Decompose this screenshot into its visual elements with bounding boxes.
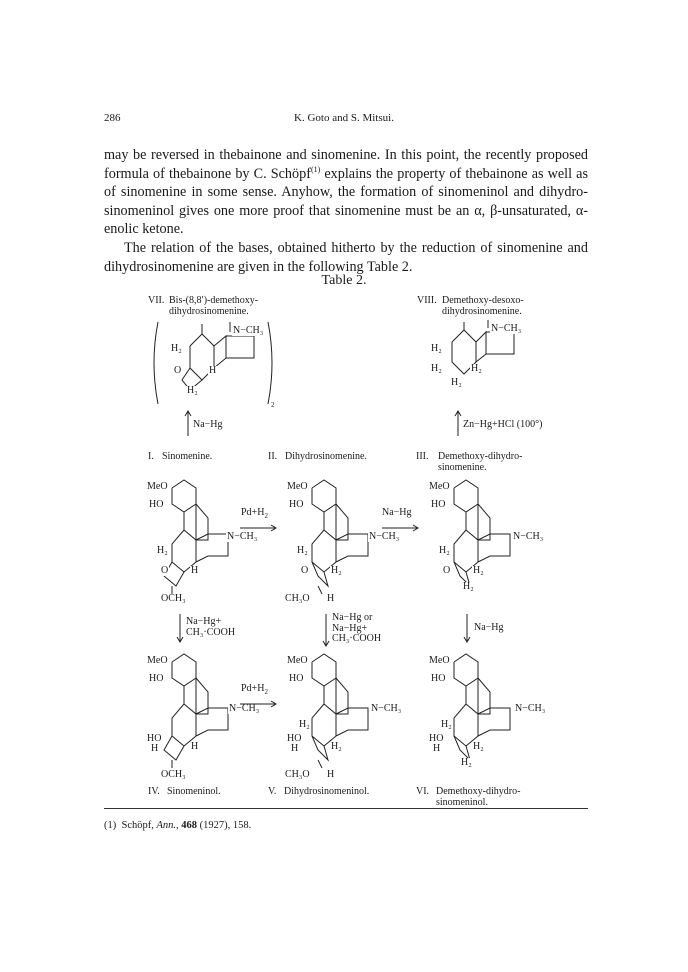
paragraph-1 xyxy=(104,146,588,239)
h2-label: H₂ xyxy=(463,581,474,592)
footnote xyxy=(104,820,251,831)
running-title: K. Goto and S. Mitsui. xyxy=(294,112,394,124)
hydrogen-label: H xyxy=(191,565,199,576)
methoxy-label: MeO xyxy=(287,655,308,666)
compound-label-vi xyxy=(416,786,520,808)
h2-label: H₂ xyxy=(297,545,308,556)
compound-name-cont: dihydrosinomenine. xyxy=(169,306,249,317)
n-ch3-label: N−CH₃ xyxy=(233,325,264,336)
footnote-author: Schöpf, xyxy=(121,820,157,831)
compound-name: Demethoxy-desoxo- xyxy=(442,295,524,306)
compound-name: Sinomeninol. xyxy=(167,786,221,797)
n-ch3-label: N−CH₃ xyxy=(369,531,400,542)
methoxy-label: MeO xyxy=(429,655,450,666)
compound-label-i xyxy=(148,451,212,462)
oxygen-label: O xyxy=(174,365,182,376)
compound-label-v xyxy=(268,786,369,797)
reagent-na-hg-or xyxy=(332,613,381,645)
compound-number: V. xyxy=(268,786,277,797)
och3-label: OCH₃ xyxy=(161,769,186,780)
paragraph-1-part-b: explains the property of thebainone as well as of sinomenine in some sense. Anyhow, the formation of sinomeninol and dihydro-sinomeninol gives one more proof that sinomenine must be an α, β-unsaturated, α-enolic ketone. xyxy=(104,165,588,238)
compound-number: II. xyxy=(268,451,278,462)
hydrogen-label: H xyxy=(327,593,335,604)
hydrogen-label: H xyxy=(191,741,199,752)
oxygen-label: O xyxy=(301,565,309,576)
h2-label: H₂ xyxy=(471,363,482,374)
hydroxyl-label: HO xyxy=(149,673,164,684)
page-number: 286 xyxy=(104,112,121,124)
h2-label: H₂ xyxy=(439,545,450,556)
table-caption: Table 2. xyxy=(321,273,367,288)
footnote-volume: 468 xyxy=(181,820,198,831)
h2-label: H₂ xyxy=(299,719,310,730)
methoxy-label: MeO xyxy=(147,655,168,666)
compound-number: VIII. xyxy=(417,295,437,306)
compound-name: Sinomenine. xyxy=(162,451,213,462)
hydroxyl-label: HO xyxy=(289,673,304,684)
compound-name: Demethoxy-dihydro- xyxy=(438,451,523,462)
compound-number: IV. xyxy=(148,786,160,797)
reagent-subscript: 2 xyxy=(264,688,268,696)
compound-name-cont: dihydrosinomenine. xyxy=(442,306,522,317)
h2-label: H₂ xyxy=(451,377,462,388)
paragraph-2: The relation of the bases, obtained hitherto by the reduction of sinomenine and dihydrosinomenine are given in the following Table 2. xyxy=(104,239,588,275)
compound-number: VII. xyxy=(148,295,165,306)
hydrogen-label: H xyxy=(151,743,159,754)
compound-name: Bis-(8,8′)-demethoxy- xyxy=(169,295,259,306)
h2-label: H₂ xyxy=(331,741,342,752)
reagent-line-2: Na−Hg+ xyxy=(332,622,368,634)
hydroxyl-label: HO xyxy=(429,733,444,744)
methoxy-label: MeO xyxy=(429,481,450,492)
compound-name-cont: sinomenine. xyxy=(438,462,487,473)
footnote-rest: (1927), 158. xyxy=(199,820,252,831)
hydroxyl-label: HO xyxy=(431,499,446,510)
n-ch3-label: N−CH₃ xyxy=(229,703,260,714)
h2-label: H₂ xyxy=(461,757,472,768)
och3-label: OCH₃ xyxy=(161,593,186,604)
compound-label-vii xyxy=(148,295,258,317)
hydroxyl-label: HO xyxy=(147,733,162,744)
reagent-text: Pd+H xyxy=(241,683,265,694)
compound-name-cont: sinomeninol. xyxy=(436,797,488,808)
n-ch3-label: N−CH₃ xyxy=(513,531,544,542)
compound-number: III. xyxy=(416,451,429,462)
h2-label: H₂ xyxy=(473,565,484,576)
compound-number: I. xyxy=(148,451,154,462)
reagent-na-hg: Na−Hg xyxy=(193,419,223,430)
structure-iii xyxy=(424,478,564,608)
paragraph-1-part-a: may be reversed in thebainone and sinomenine. In this point, the recently proposed formula of thebainone by C. Schöpf xyxy=(104,147,588,182)
oxygen-label: O xyxy=(161,565,169,576)
methoxy-label: MeO xyxy=(287,481,308,492)
reagent-text: Pd+H xyxy=(241,507,265,518)
reagent-subscript: 2 xyxy=(264,512,268,520)
hydrogen-label: H xyxy=(209,365,217,376)
hydroxyl-label: HO xyxy=(287,733,302,744)
reagent-zn-hg-hcl: Zn−Hg+HCl (100°) xyxy=(463,419,543,430)
hydroxyl-label: HO xyxy=(289,499,304,510)
reagent-na-hg-top: Na−Hg xyxy=(382,507,412,518)
hydroxyl-label: HO xyxy=(431,673,446,684)
h2-label: H₂ xyxy=(431,343,442,354)
compound-label-iii xyxy=(416,451,522,473)
ch3o-label: CH₃O xyxy=(285,769,310,780)
reagent-line-3: CH₃·COOH xyxy=(332,633,382,644)
h2-label: H₂ xyxy=(171,343,182,354)
compound-number: VI. xyxy=(416,786,430,797)
h2-label: H₂ xyxy=(187,385,198,396)
h2-label: H₂ xyxy=(157,545,168,556)
hydrogen-label: H xyxy=(327,769,335,780)
compound-name: Demethoxy-dihydro- xyxy=(436,786,521,797)
footnote-journal: Ann., xyxy=(156,820,179,831)
reagent-line-1: Na−Hg or xyxy=(332,612,373,623)
h2-label: H₂ xyxy=(441,719,452,730)
compound-name: Dihydrosinomeninol. xyxy=(284,786,370,797)
dimer-subscript: 2 xyxy=(271,401,275,409)
methoxy-label: MeO xyxy=(147,481,168,492)
reagent-na-hg-iii: Na−Hg xyxy=(474,622,504,633)
oxygen-label: O xyxy=(443,565,451,576)
structure-viii xyxy=(428,318,538,390)
arrow-down-ii-v xyxy=(322,614,332,653)
body-text xyxy=(104,146,588,276)
arrow-right-iv-v xyxy=(240,695,280,713)
reagent-line-1: Na−Hg+ xyxy=(186,616,222,627)
h2-label: H₂ xyxy=(331,565,342,576)
arrow-down-i-iv xyxy=(176,614,186,649)
compound-name: Dihydrosinomenine. xyxy=(285,451,367,462)
compound-label-viii xyxy=(417,295,524,317)
hydrogen-label: H xyxy=(291,743,299,754)
footnote-mark: (1) xyxy=(104,820,117,831)
table-bottom-rule xyxy=(104,808,588,809)
reagent-na-hg-acoh xyxy=(186,617,235,638)
structure-vii xyxy=(150,318,280,408)
arrow-down-iii-vi xyxy=(463,614,473,649)
structure-v xyxy=(282,652,402,784)
n-ch3-label: N−CH₃ xyxy=(515,703,546,714)
compound-label-ii xyxy=(268,451,367,462)
structure-vi xyxy=(424,652,564,784)
h2-label: H₂ xyxy=(431,363,442,374)
arrow-right-i-ii xyxy=(240,519,280,537)
hydrogen-label: H xyxy=(433,743,441,754)
n-ch3-label: N−CH₃ xyxy=(227,531,258,542)
n-ch3-label: N−CH₃ xyxy=(371,703,402,714)
n-ch3-label: N−CH₃ xyxy=(491,323,522,334)
footnote-ref[interactable]: (1) xyxy=(310,164,321,174)
hydroxyl-label: HO xyxy=(149,499,164,510)
h2-label: H₂ xyxy=(473,741,484,752)
structure-i xyxy=(146,478,256,608)
structure-iv xyxy=(146,652,260,784)
compound-label-iv xyxy=(148,786,221,797)
arrow-right-ii-iii xyxy=(382,519,422,537)
ch3o-label: CH₃O xyxy=(285,593,310,604)
reagent-line-2: CH₃·COOH xyxy=(186,626,236,638)
